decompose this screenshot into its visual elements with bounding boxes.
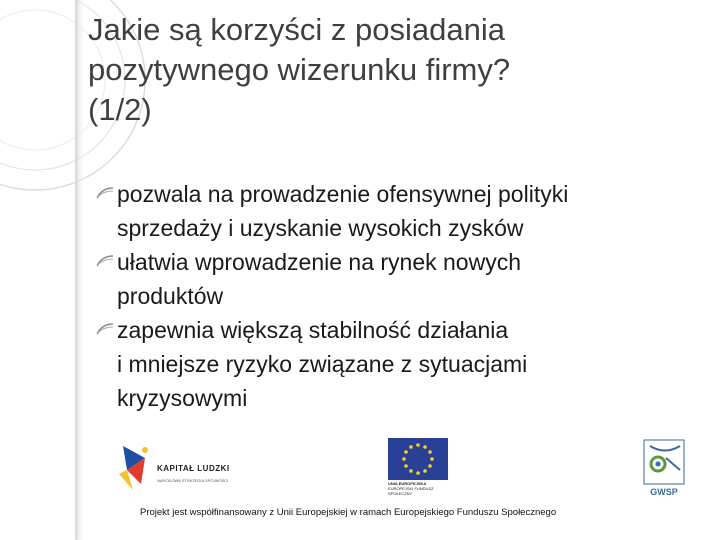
bullet-marker-icon	[95, 322, 115, 336]
bullet-marker-icon	[95, 186, 115, 200]
bullet-text: pozwala na prowadzenie ofensywnej polityki	[117, 181, 569, 207]
eu-caption-line: UNIA EUROPEJSKA	[388, 481, 427, 486]
logo-strip	[0, 430, 720, 510]
gwsp-logo	[640, 438, 688, 500]
slide-title	[88, 10, 688, 130]
title-line: Jakie są korzyści z posiadania	[88, 12, 505, 47]
bullet-list	[95, 177, 695, 415]
bullet-text: zapewnia większą stabilność działania	[117, 317, 509, 343]
gwsp-emblem-icon	[640, 438, 688, 500]
kapital-ludzki-emblem-icon	[115, 440, 155, 496]
bullet-text: sprzedaży i uzyskanie wysokich zysków	[117, 215, 524, 241]
bullet-item	[95, 177, 695, 245]
bullet-text: produktów	[117, 283, 224, 309]
bullet-item	[95, 245, 695, 313]
title-line: (1/2)	[88, 92, 152, 127]
bullet-item	[95, 313, 695, 415]
eu-caption	[388, 481, 448, 496]
bullet-text: ułatwia wprowadzenie na rynek nowych	[117, 249, 521, 275]
bullet-text: kryzysowymi	[117, 385, 248, 411]
title-line: pozytywnego wizerunku firmy?	[88, 52, 511, 87]
eu-caption-line: SPOŁECZNY	[388, 491, 413, 496]
eu-logo	[388, 438, 448, 508]
gwsp-name: GWSP	[650, 487, 678, 497]
eu-caption-line: EUROPEJSKI FUNDUSZ	[388, 486, 434, 491]
bullet-text: i mniejsze ryzyko związane z sytuacjami	[117, 351, 528, 377]
kapital-ludzki-subtitle: NARODOWA STRATEGIA SPÓJNOŚCI	[157, 478, 229, 483]
kapital-ludzki-logo	[115, 440, 265, 496]
eu-flag-icon	[388, 438, 448, 480]
bullet-marker-icon	[95, 254, 115, 268]
funding-footer: Projekt jest współfinansowany z Unii Europejskiej w ramach Europejskiego Funduszu Społecznego	[140, 507, 557, 518]
kapital-ludzki-name: KAPITAŁ LUDZKI	[157, 464, 230, 473]
